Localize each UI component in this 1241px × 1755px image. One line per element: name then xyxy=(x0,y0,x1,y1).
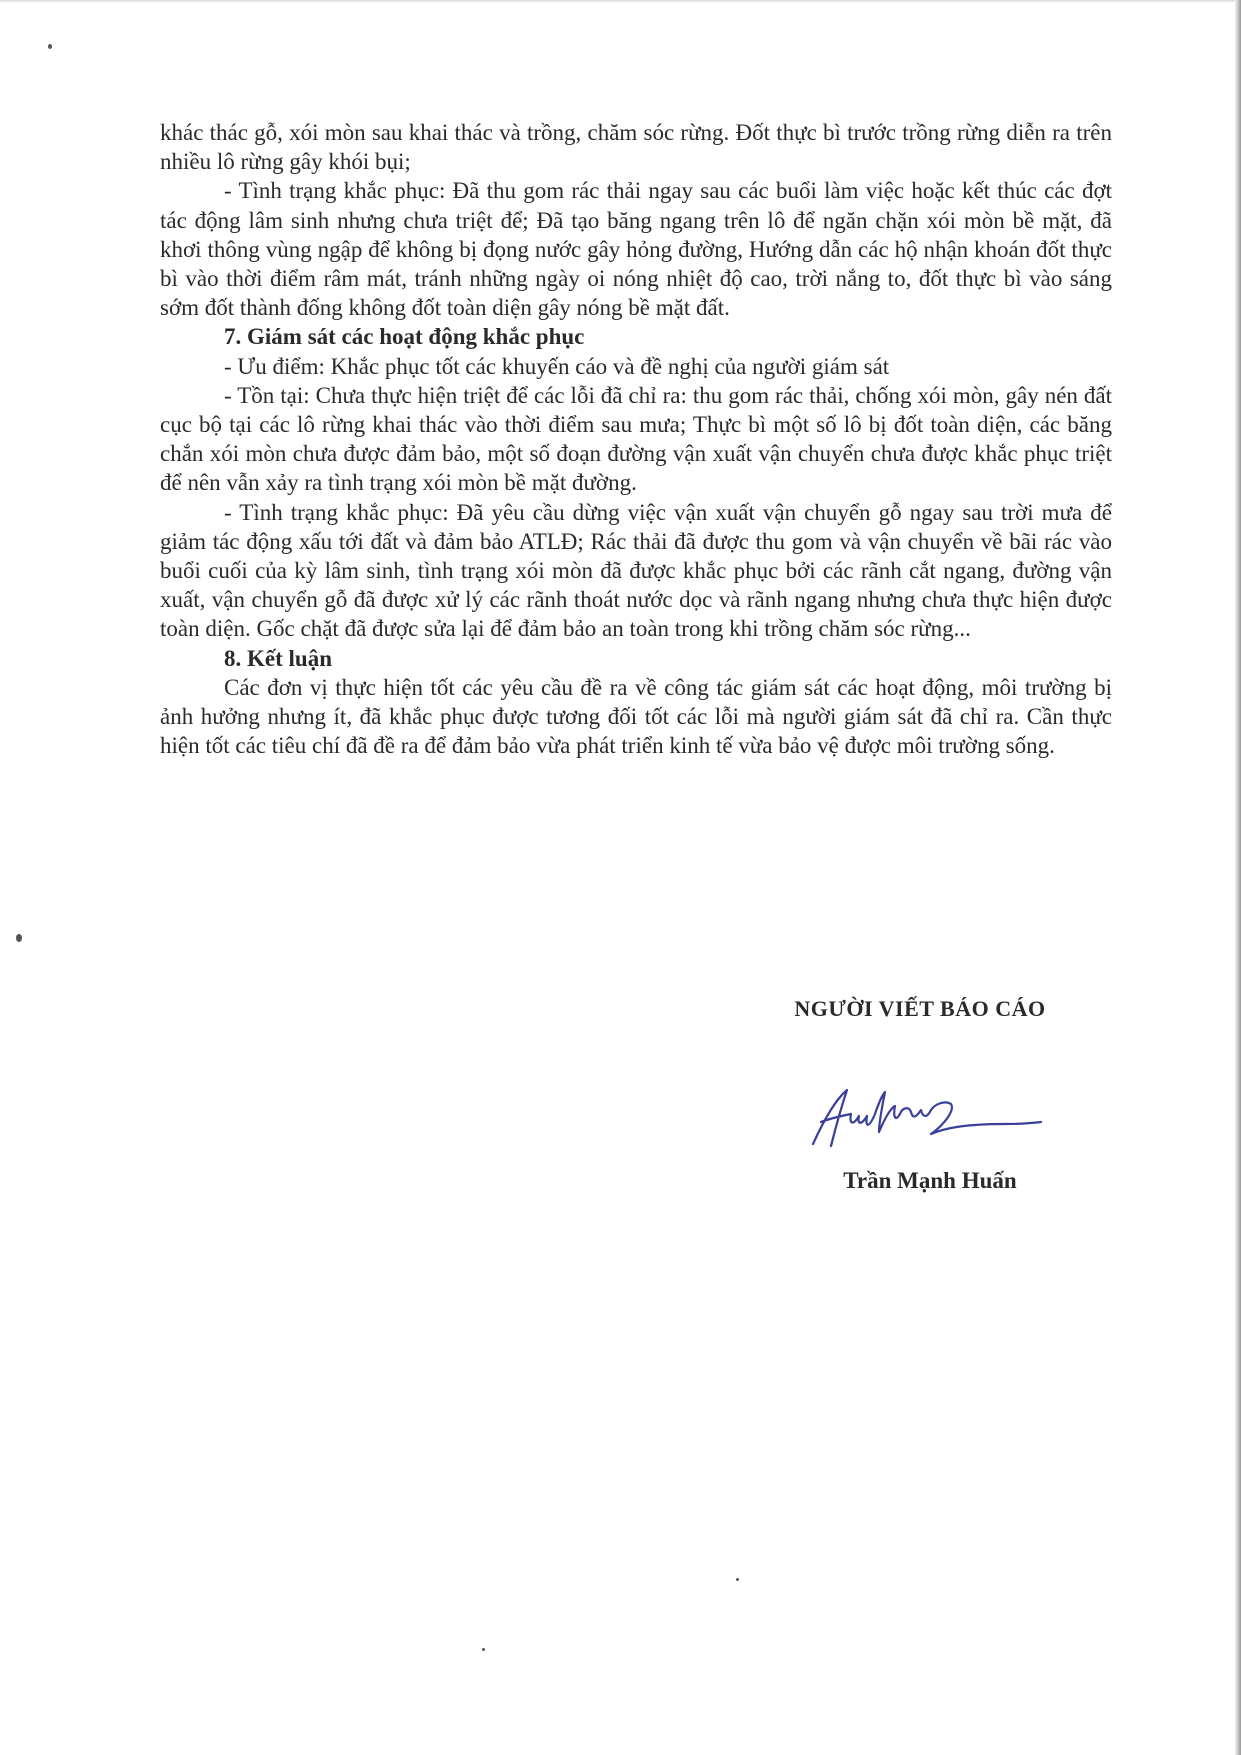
paragraph: khác thác gỗ, xói mòn sau khai thác và trồng, chăm sóc rừng. Đốt thực bì trước trồng rừng diễn ra trên nhiều lô rừng gây khói bụi; xyxy=(160,120,1112,175)
scan-speck xyxy=(16,934,22,942)
document-body xyxy=(160,118,1112,760)
handwritten-signature-icon xyxy=(795,1072,1045,1162)
paragraph: - Tồn tại: Chưa thực hiện triệt để các lỗi đã chỉ ra: thu gom rác thải, chống xói mòn, gây nén đất cục bộ tại các lô rừng khai thác vào thời điểm sau mưa; Thực bì một số lô bị đốt toàn diện, các băng chắn xói mòn chưa được đảm bảo, một số đoạn đường vận xuất vận chuyển chưa được khắc phục triệt để nên vẫn xảy ra tình trạng xói mòn bề mặt đường. xyxy=(160,382,1112,496)
paragraph: - Tình trạng khắc phục: Đã yêu cầu dừng việc vận xuất vận chuyển gỗ ngay sau trời mưa để giảm tác động xấu tới đất và đảm bảo ATLĐ; Rác thải đã được thu gom và vận chuyển về bãi rác vào buổi cuối của kỳ lâm sinh, tình trạng xói mòn đã được khắc phục bởi các rãnh cắt ngang, đường vận xuất, vận chuyển gỗ đã được xử lý các rãnh thoát nước dọc và rãnh ngang nhưng chưa thực hiện được toàn diện. Gốc chặt đã được sửa lại để đảm bảo an toàn trong khi trồng chăm sóc rừng... xyxy=(160,499,1112,642)
signer-name: Trần Mạnh Huấn xyxy=(843,1168,1017,1193)
scan-top-edge xyxy=(0,0,1241,3)
section-heading: 8. Kết luận xyxy=(224,645,332,671)
paragraph: - Tình trạng khắc phục: Đã thu gom rác thải ngay sau các buổi làm việc hoặc kết thúc các đợt tác động lâm sinh nhưng chưa triệt để; Đã tạo băng ngang trên lô để ngăn chặn xói mòn bề mặt, đã khơi thông vùng ngập để không bị đọng nước gây hỏng đường, Hướng dẫn các hộ nhận khoán đốt thực bì vào thời điểm râm mát, tránh những ngày oi nóng nhiệt độ cao, trời nắng to, đốt thực bì vào sáng sớm đốt thành đống không đốt toàn diện gây nóng bề mặt đất. xyxy=(160,178,1112,321)
section-heading: 7. Giám sát các hoạt động khắc phục xyxy=(224,324,585,350)
signature-block xyxy=(740,994,1100,1196)
scan-speck xyxy=(482,1648,485,1651)
signature-title: NGƯỜI VIẾT BÁO CÁO xyxy=(794,996,1046,1021)
paragraph: Các đơn vị thực hiện tốt các yêu cầu đề ra về công tác giám sát các hoạt động, môi trường bị ảnh hưởng nhưng ít, đã khắc phục được tương đối tốt các lỗi mà người giám sát đã chỉ ra. Cần thực hiện tốt các tiêu chí đã đề ra để đảm bảo vừa phát triển kinh tế vừa bảo vệ được môi trường sống. xyxy=(160,674,1112,759)
paragraph: - Ưu điểm: Khắc phục tốt các khuyến cáo và đề nghị của người giám sát xyxy=(224,353,890,379)
scan-speck xyxy=(48,44,52,49)
scan-right-edge xyxy=(1235,0,1241,1755)
scan-speck xyxy=(736,1578,739,1581)
